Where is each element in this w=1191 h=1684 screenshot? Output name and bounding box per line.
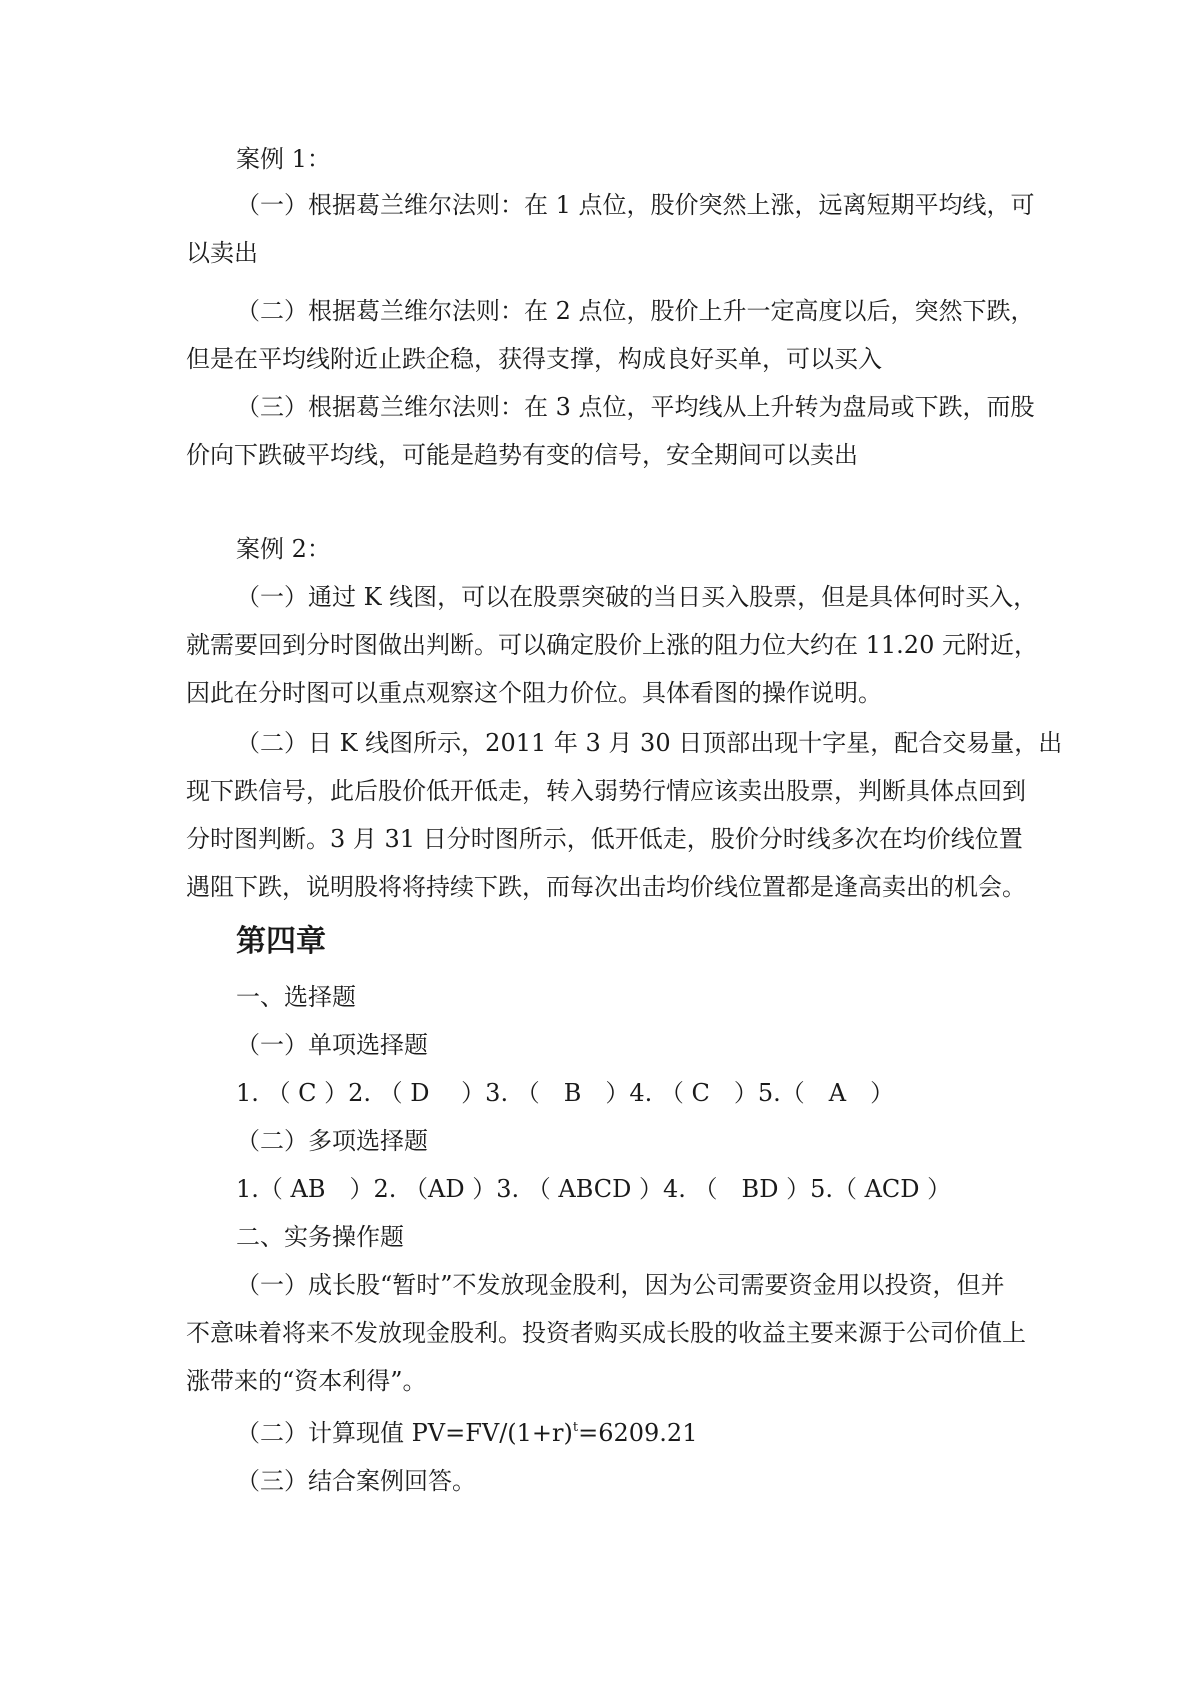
practice-q1-line1: （一）成长股“暂时”不发放现金股利，因为公司需要资金用以投资，但并 bbox=[236, 1271, 1005, 1299]
case2-para2-line3: 分时图判断。3 月 31 日分时图所示，低开低走，股价分时线多次在均价线位置 bbox=[186, 825, 1023, 853]
section-choice-title: 一、选择题 bbox=[236, 983, 356, 1011]
case1-title: 案例 1： bbox=[236, 145, 331, 173]
practice-q2-formula: （二）计算现值 PV=FV/(1+r) bbox=[236, 1419, 573, 1447]
practice-q3: （三）结合案例回答。 bbox=[236, 1467, 476, 1495]
case2-para2-line1: （二）日 K 线图所示，2011 年 3 月 30 日顶部出现十字星，配合交易量，出 bbox=[236, 729, 1063, 757]
case2-para2-line2: 现下跌信号，此后股价低开低走，转入弱势行情应该卖出股票，判断具体点回到 bbox=[186, 777, 1026, 805]
case1-para1-line1: （一）根据葛兰维尔法则：在 1 点位，股价突然上涨，远离短期平均线，可 bbox=[236, 191, 1035, 219]
case2-para2-line4: 遇阻下跌，说明股将将持续下跌，而每次出击均价线位置都是逢高卖出的机会。 bbox=[186, 873, 1026, 901]
case2-para1-line3: 因此在分时图可以重点观察这个阻力价位。具体看图的操作说明。 bbox=[186, 679, 882, 707]
chapter-heading: 第四章 bbox=[236, 924, 326, 959]
case2-para1-line1: （一）通过 K 线图，可以在股票突破的当日买入股票，但是具体何时买入， bbox=[236, 583, 1038, 611]
section-practice-title: 二、实务操作题 bbox=[236, 1223, 404, 1251]
single-choice-title: （一）单项选择题 bbox=[236, 1031, 428, 1059]
case1-para2-line1: （二）根据葛兰维尔法则：在 2 点位，股价上升一定高度以后，突然下跌， bbox=[236, 297, 1035, 325]
practice-q1-line2: 不意味着将来不发放现金股利。投资者购买成长股的收益主要来源于公司价值上 bbox=[186, 1319, 1026, 1347]
single-choice-answers: 1. （ C ）2. （ D ）3. （ B ）4. （ C ）5.（ A ） bbox=[236, 1079, 895, 1107]
practice-q1-line3: 涨带来的“资本利得”。 bbox=[186, 1367, 427, 1395]
practice-q2-result: =6209.21 bbox=[578, 1419, 698, 1447]
case1-para3-line2: 价向下跌破平均线，可能是趋势有变的信号，安全期间可以卖出 bbox=[186, 441, 858, 469]
case1-para2-line2: 但是在平均线附近止跌企稳，获得支撑，构成良好买单，可以买入 bbox=[186, 345, 882, 373]
practice-q2 bbox=[236, 1418, 697, 1448]
multi-choice-title: （二）多项选择题 bbox=[236, 1127, 428, 1155]
practice-q2-exponent: t bbox=[572, 1420, 579, 1435]
case1-para3-line1: （三）根据葛兰维尔法则：在 3 点位，平均线从上升转为盘局或下跌，而股 bbox=[236, 393, 1035, 421]
case2-title: 案例 2： bbox=[236, 535, 331, 563]
case1-para1-line2: 以卖出 bbox=[186, 239, 258, 267]
case2-para1-line2: 就需要回到分时图做出判断。可以确定股价上涨的阻力位大约在 11.20 元附近， bbox=[186, 631, 1038, 659]
multi-choice-answers: 1.（ AB ）2. （AD ）3. （ ABCD ）4. （ BD ）5.（ ACD ） bbox=[236, 1175, 952, 1203]
